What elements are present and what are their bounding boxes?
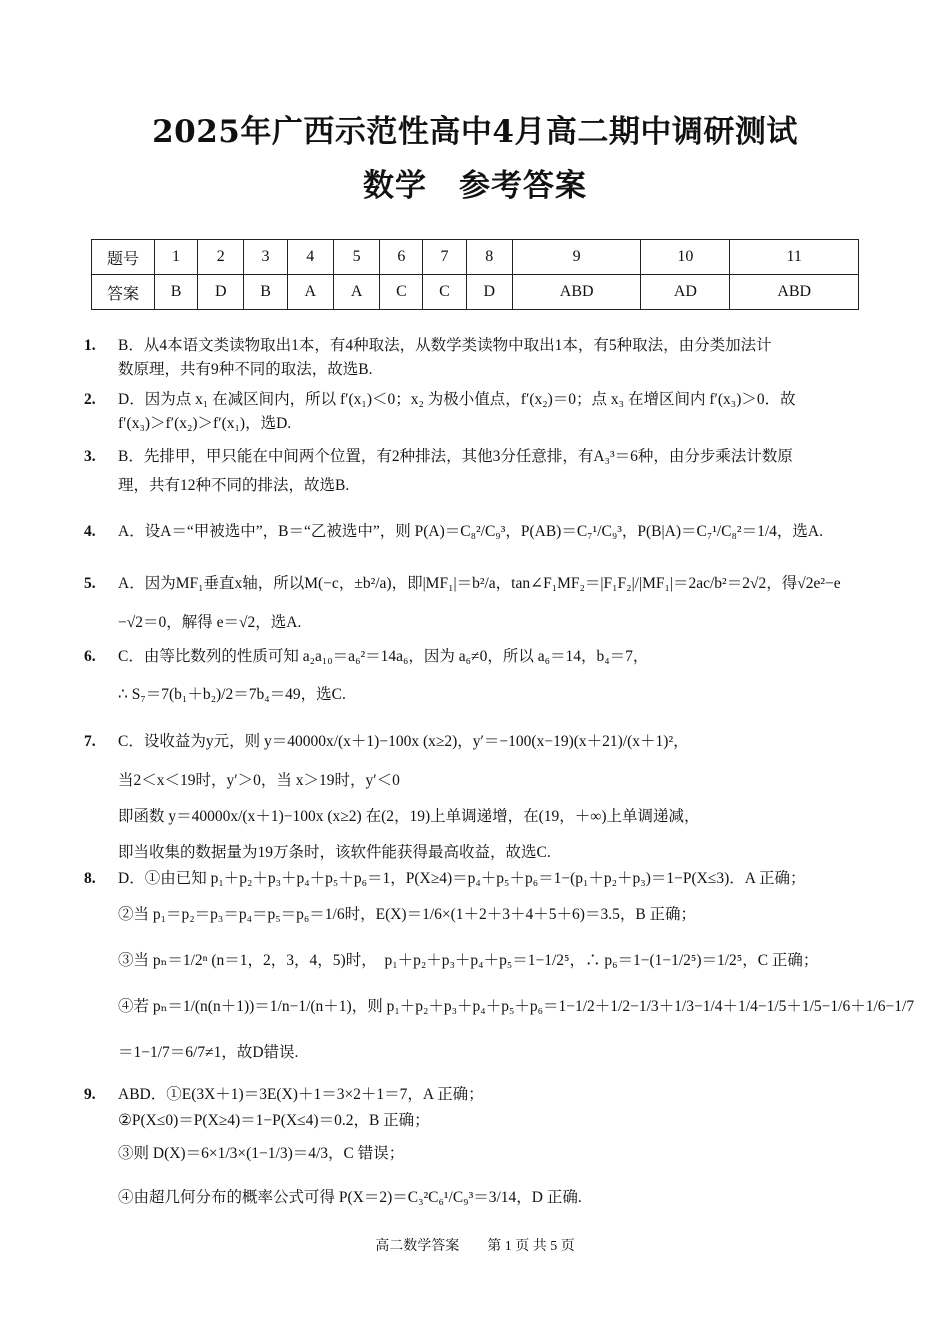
answer-cell: AD [641,275,730,310]
solution-number: 4. [84,523,96,540]
solution-line: ③则 D(X)＝6×1/3×(1−1/3)＝4/3，C 错误； [118,1145,405,1162]
solution-number: 3. [84,448,96,465]
solution-8 [84,866,915,1076]
solution-line: −√2＝0，解得 e＝√2，选A. [118,614,302,631]
solution-number: 5. [84,575,96,592]
answer-table [91,239,859,310]
solution-line: ②当 p₁＝p₂＝p₃＝p₄＝p₅＝p₆＝1/6时，E(X)＝1/6×(1＋2＋3＋4＋5＋6)＝3.5，B 正确； [118,906,697,923]
solution-line: D．因为点 x₁ 在减区间内，所以 f′(x₁)＜0；x₂ 为极小值点，f′(x₂)＝0；点 x₃ 在增区间内 f′(x₃)＞0．故 [118,391,796,408]
table-row [92,240,859,275]
solution-number: 1. [84,337,96,354]
page-title: 2025年广西示范性高中4月高二期中调研测试 [152,114,798,150]
solution-number: 8. [84,870,96,887]
table-row-label: 题号 [92,240,155,275]
solution-line: A．因为MF₁垂直x轴，所以M(−c，±b²/a)，即|MF₁|＝b²/a，tan∠F₁MF₂＝|F₁F₂|/|MF₁|＝2ac/b²＝2√2，得√2e²−e [118,575,841,592]
question-number-cell: 11 [730,240,859,275]
solution-line: B．先排甲，甲只能在中间两个位置，有2种排法，其他3分任意排，有A₃³＝6种，由分步乘法计数原 [118,448,793,465]
page-footer: 高二数学答案 第 1 页 共 5 页 [375,1239,575,1254]
solution-number: 9. [84,1086,96,1103]
solution-7 [84,716,874,866]
table-row [92,275,859,310]
question-number-cell: 8 [466,240,512,275]
solution-line: B．从4本语文类读物取出1本，有4种取法，从数学类读物中取出1本，有5种取法，由分类加法计 [118,337,772,354]
solution-line: ④由超几何分布的概率公式可得 P(X＝2)＝C₃²C₆¹/C₉³＝3/14，D 正确. [118,1189,582,1206]
answer-cell: B [155,275,198,310]
solution-line: ③当 pₙ＝1/2ⁿ (n＝1，2，3，4，5)时， p₁＋p₂＋p₃＋p₄＋p₅＝1−1/2⁵，∴ p₆＝1−(1−1/2⁵)＝1/2⁵，C 正确； [118,952,819,969]
question-number-cell: 2 [198,240,244,275]
solution-line: ABD．①E(3X＋1)＝3E(X)＋1＝3×2＋1＝7，A 正确； [118,1086,484,1103]
solution-line: 即当收集的数据量为19万条时，该软件能获得最高收益，故选C. [118,844,551,861]
answer-cell: B [244,275,287,310]
solution-line: ＝1−1/7＝6/7≠1，故D错误. [118,1044,299,1061]
solution-line: 理，共有12种不同的排法，故选B. [118,477,350,494]
solution-line: ②P(X≤0)＝P(X≥4)＝1−P(X≤4)＝0.2，B 正确； [118,1112,430,1129]
solution-number: 7. [84,733,96,750]
question-number-cell: 5 [333,240,379,275]
solution-number: 6. [84,648,96,665]
solution-line: ④若 pₙ＝1/(n(n＋1))＝1/n−1/(n＋1)，则 p₁＋p₂＋p₃＋p₄＋p₅＋p₆＝1−1/2＋1/2−1/3＋1/3−1/4＋1/4−1/5＋1/5−1/6＋1/6−1/7 [118,998,915,1015]
solution-line: 数原理，共有9种不同的取法，故选B. [118,361,373,378]
solution-line: 当2＜x＜19时，y′＞0，当 x＞19时，y′＜0 [118,772,400,789]
answer-cell: ABD [730,275,859,310]
question-number-cell: 6 [380,240,423,275]
solution-line: C．由等比数列的性质可知 a₂a₁₀＝a₆²＝14a₆，因为 a₆≠0，所以 a₆＝14，b₄＝7， [118,648,649,665]
answer-cell: A [287,275,333,310]
answer-cell: ABD [512,275,640,310]
solution-6 [84,640,874,716]
question-number-cell: 4 [287,240,333,275]
answer-cell: D [198,275,244,310]
question-number-cell: 10 [641,240,730,275]
answer-cell: A [333,275,379,310]
solution-9 [84,1082,874,1222]
table-row-label: 答案 [92,275,155,310]
solution-2 [84,388,874,436]
page-subtitle: 数学 参考答案 [363,168,587,204]
question-number-cell: 3 [244,240,287,275]
solution-number: 2. [84,391,96,408]
question-number-cell: 9 [512,240,640,275]
solution-line: 即函数 y＝40000x/(x＋1)−100x (x≥2) 在(2，19)上单调递增，在(19，＋∞)上单调递减， [118,808,700,825]
solution-line: A．设A＝“甲被选中”，B＝“乙被选中”，则 P(A)＝C₈²/C₉³，P(AB)＝C₇¹/C₉³，P(B|A)＝C₇¹/C₈²＝1/4，选A. [118,523,823,540]
solution-line: ∴ S₇＝7(b₁＋b₂)/2＝7b₄＝49，选C. [118,686,346,703]
solution-3 [84,442,874,500]
solutions-list [84,334,915,1222]
question-number-cell: 1 [155,240,198,275]
solution-4 [84,506,874,558]
solution-line: D．①由已知 p₁＋p₂＋p₃＋p₄＋p₅＋p₆＝1，P(X≥4)＝p₄＋p₅＋p₆＝1−(p₁＋p₂＋p₃)＝1−P(X≤3)．A 正确； [118,870,806,887]
answer-cell: C [423,275,466,310]
answer-cell: C [380,275,423,310]
solution-5 [84,558,874,636]
solution-line: C．设收益为y元，则 y＝40000x/(x＋1)−100x (x≥2)，y′＝−100(x−19)(x＋21)/(x＋1)²， [118,733,689,750]
solution-line: f′(x₃)＞f′(x₂)＞f′(x₁)，选D. [118,415,292,432]
question-number-cell: 7 [423,240,466,275]
solution-1 [84,334,874,382]
answer-cell: D [466,275,512,310]
